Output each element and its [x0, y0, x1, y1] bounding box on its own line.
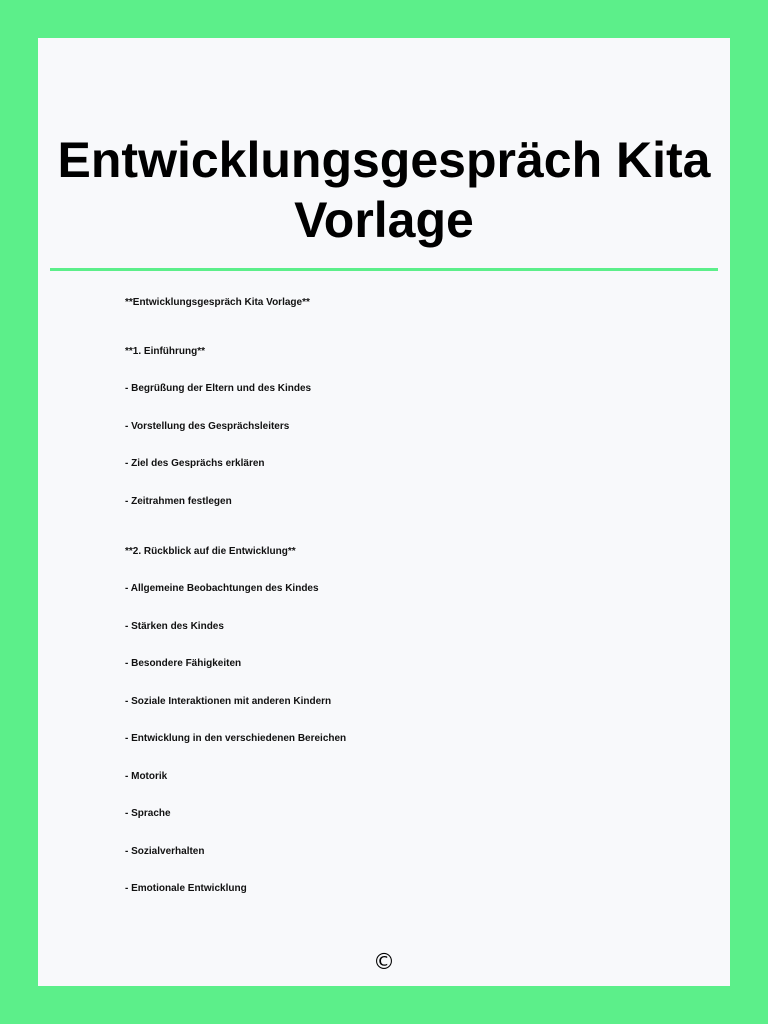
list-item: - Motorik [125, 771, 168, 782]
document-title: Entwicklungsgespräch Kita Vorlage [57, 132, 711, 248]
list-item: - Ziel des Gesprächs erklären [125, 458, 265, 469]
title-divider [50, 268, 718, 271]
list-item: - Emotionale Entwicklung [125, 883, 247, 894]
heading-document: **Entwicklungsgespräch Kita Vorlage** [125, 297, 310, 308]
list-item: - Sprache [125, 808, 171, 819]
section-heading-review: **2. Rückblick auf die Entwicklung** [125, 546, 296, 557]
list-item: - Begrüßung der Eltern und des Kindes [125, 383, 312, 394]
document-page [38, 38, 730, 986]
list-item: - Zeitrahmen festlegen [125, 496, 232, 507]
list-item: - Besondere Fähigkeiten [125, 658, 242, 669]
section-heading-introduction: **1. Einführung** [125, 346, 206, 357]
list-item: - Sozialverhalten [125, 846, 205, 857]
list-item: - Allgemeine Beobachtungen des Kindes [125, 583, 319, 594]
list-item: - Soziale Interaktionen mit anderen Kindern [125, 696, 332, 707]
list-item: - Vorstellung des Gesprächsleiters [125, 421, 290, 432]
list-item: - Stärken des Kindes [125, 621, 224, 632]
copyright-icon: © [373, 950, 395, 975]
list-item: - Entwicklung in den verschiedenen Bereichen [125, 733, 347, 744]
